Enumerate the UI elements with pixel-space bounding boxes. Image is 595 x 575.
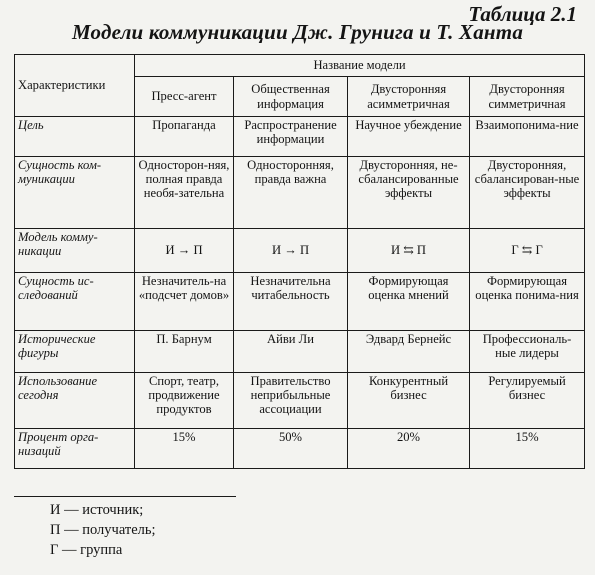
table-cell: Формирующая оценка мнений [348, 273, 470, 331]
legend-item: Г — группа [50, 542, 123, 558]
header-row-top [15, 55, 585, 77]
model-formula: Г ⇆ Г [470, 229, 585, 273]
legend-item: П — получатель; [50, 522, 156, 538]
model-header: Двусторонняя симметричная [470, 77, 585, 117]
table-cell: Взаимопонима-ние [470, 117, 585, 157]
model-header: Двусторонняя асимметричная [348, 77, 470, 117]
model-formula: И → П [234, 229, 348, 273]
table-cell: П. Барнум [135, 331, 234, 373]
table-row [15, 273, 585, 331]
legend-item: И — источник; [50, 502, 144, 518]
model-formula: И → П [135, 229, 234, 273]
percent-cell: 15% [470, 429, 585, 469]
percent-cell: 50% [234, 429, 348, 469]
model-formula: И ⇆ П [348, 229, 470, 273]
table-cell: Эдвард Бернейс [348, 331, 470, 373]
table-row [15, 229, 585, 273]
row-label: Использование сегодня [15, 373, 135, 429]
row-label: Сущность ис-следований [15, 273, 135, 331]
table-cell: Пропаганда [135, 117, 234, 157]
table-cell: Профессиональ-ные лидеры [470, 331, 585, 373]
table-row [15, 331, 585, 373]
table-cell: Незначитель-на «подсчет домов» [135, 273, 234, 331]
table-cell: Двусторонняя, не-сбалансированные эффекты [348, 157, 470, 229]
table-row [15, 157, 585, 229]
row-label: Цель [15, 117, 135, 157]
table-cell: Спорт, театр, продвижение продуктов [135, 373, 234, 429]
table-cell: Односторон-няя, полная правда необя-зательна [135, 157, 234, 229]
table-cell: Распространение информации [234, 117, 348, 157]
table-row [15, 117, 585, 157]
row-label: Модель комму-никации [15, 229, 135, 273]
table-cell: Конкурентный бизнес [348, 373, 470, 429]
percent-cell: 15% [135, 429, 234, 469]
table-cell: Айви Ли [234, 331, 348, 373]
table-cell: Регулируемый бизнес [470, 373, 585, 429]
table-cell: Односторонняя, правда важна [234, 157, 348, 229]
table-cell: Незначительна читабельность [234, 273, 348, 331]
row-label: Исторические фигуры [15, 331, 135, 373]
footnote-divider [14, 496, 236, 497]
model-header: Общественная информация [234, 77, 348, 117]
table-cell: Правительство неприбыльные ассоциации [234, 373, 348, 429]
legend [50, 500, 156, 560]
table-cell: Формирующая оценка понима-ния [470, 273, 585, 331]
row-label: Процент орга-низаций [15, 429, 135, 469]
table-cell: Научное убеждение [348, 117, 470, 157]
characteristics-header: Характеристики [15, 55, 135, 117]
table-title: Модели коммуникации Дж. Грунига и Т. Ханта [71, 20, 524, 44]
model-name-header: Название модели [135, 55, 585, 77]
percent-cell: 20% [348, 429, 470, 469]
table-row [15, 429, 585, 469]
table-row [15, 373, 585, 429]
table-cell: Двусторонняя, сбалансирован-ные эффекты [470, 157, 585, 229]
table-number: Таблица 2.1 [468, 2, 577, 26]
comparison-table [14, 54, 585, 469]
row-label: Сущность ком-муникации [15, 157, 135, 229]
model-header: Пресс-агент [135, 77, 234, 117]
